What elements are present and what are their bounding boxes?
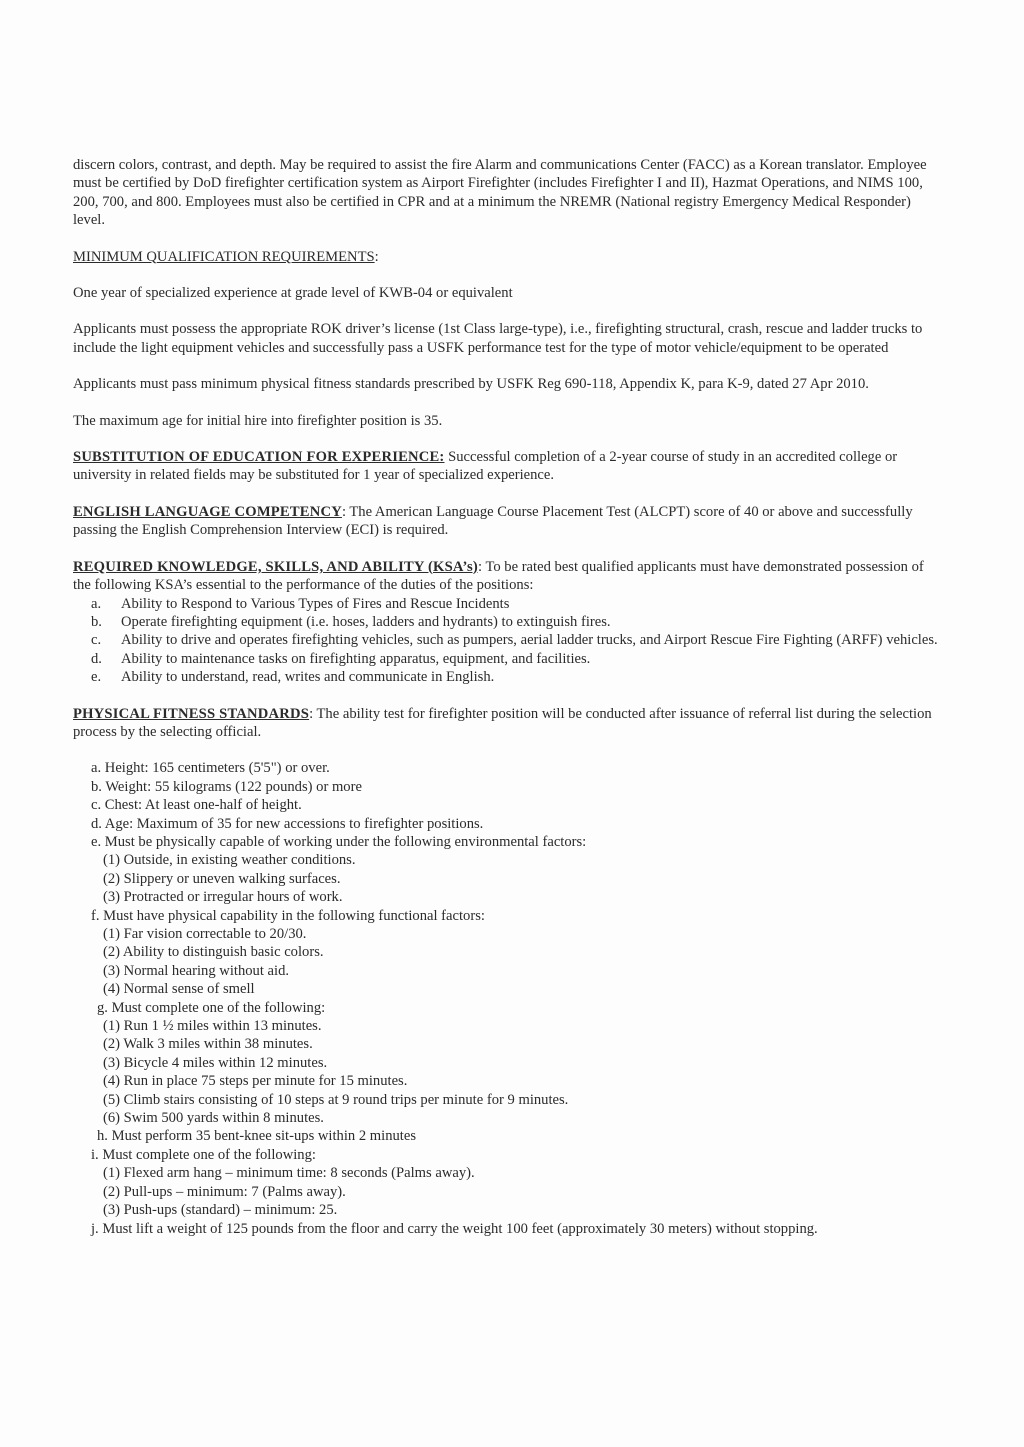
substitution-text: Successful completion of a 2-year course of study in an accredited college or university in related fields may be substituted for 1 year of specialized experience. (73, 449, 898, 484)
pfs-line: (3) Push-ups (standard) – minimum: 25. (103, 1202, 338, 1219)
list-marker: e. (91, 669, 102, 686)
document-body (73, 156, 943, 1238)
mqr-paragraph-4: The maximum age for initial hire into firefighter position is 35. (73, 412, 443, 429)
pfs-line: (2) Pull-ups – minimum: 7 (Palms away). (103, 1183, 346, 1200)
pfs-line: b. Weight: 55 kilograms (122 pounds) or more (91, 778, 362, 795)
pfs-line: (6) Swim 500 yards within 8 minutes. (103, 1110, 324, 1127)
intro-paragraph: discern colors, contrast, and depth. May be required to assist the fire Alarm and communications Center (FACC) as a Korean translator. Employee must be certified by DoD firefighter certification system as Airport Firefighter (includes Firefighter I and II), Hazmat Operations, and NIMS 100, 200, 700, and 800. Employees must also be certified in CPR and at a minimum the NREMR (National registry Emergency Medical Responder) level. (73, 157, 927, 229)
pfs-line: (3) Bicycle 4 miles within 12 minutes. (103, 1054, 328, 1071)
list-marker: c. (91, 632, 102, 649)
mqr-paragraph-1: One year of specialized experience at grade level of KWB-04 or equivalent (73, 285, 513, 302)
pfs-line: (2) Slippery or uneven walking surfaces. (103, 870, 341, 887)
mqr-section-title (73, 248, 943, 266)
pfs-line: f. Must have physical capability in the following functional factors: (91, 907, 485, 924)
list-item-text: Operate firefighting equipment (i.e. hoses, ladders and hydrants) to extinguish fires. (121, 613, 611, 630)
ksa-heading: REQUIRED KNOWLEDGE, SKILLS, AND ABILITY (KSA’s) (73, 558, 478, 575)
list-item (73, 650, 943, 668)
english-section (73, 503, 943, 540)
pfs-line: (1) Run 1 ½ miles within 13 minutes. (103, 1018, 322, 1035)
pfs-line: (1) Outside, in existing weather conditions. (103, 852, 356, 869)
pfs-text: : The ability test for firefighter position will be conducted after issuance of referral list during the selection process by the selecting official. (73, 705, 932, 740)
pfs-line: a. Height: 165 centimeters (5'5") or over. (91, 760, 330, 777)
pfs-line: h. Must perform 35 bent-knee sit-ups within 2 minutes (97, 1128, 416, 1145)
pfs-line: g. Must complete one of the following: (97, 999, 326, 1016)
list-item-text: Ability to understand, read, writes and communicate in English. (121, 669, 495, 686)
list-marker: d. (91, 650, 102, 667)
list-item-text: Ability to drive and operates firefighting vehicles, such as pumpers, aerial ladder trucks, and Airport Rescue Fire Fighting (ARFF) vehicles. (121, 632, 938, 649)
pfs-line: (4) Normal sense of smell (103, 981, 255, 998)
ksa-list (73, 595, 943, 687)
pfs-line: e. Must be physically capable of working under the following environmental factors: (91, 833, 587, 850)
mqr-paragraph-2: Applicants must possess the appropriate ROK driver’s license (1st Class large-type), i.e., firefighting structural, crash, rescue and ladder trucks to include the light equipment vehicles and successfully pass a USFK performance test for the type of motor vehicle/equipment to be operated (73, 321, 923, 356)
pfs-line: c. Chest: At least one-half of height. (91, 797, 302, 814)
pfs-line: i. Must complete one of the following: (91, 1146, 316, 1163)
pfs-line: (1) Far vision correctable to 20/30. (103, 926, 307, 942)
ksa-section (73, 558, 943, 595)
ksa-text: : To be rated best qualified applicants must have demonstrated possession of the following KSA’s essential to the performance of the duties of the positions: (73, 558, 924, 594)
pfs-heading: PHYSICAL FITNESS STANDARDS (73, 705, 310, 722)
pfs-line: (1) Flexed arm hang – minimum time: 8 seconds (Palms away). (103, 1165, 475, 1182)
pfs-list (73, 759, 943, 1238)
mqr-paragraph-3: Applicants must pass minimum physical fitness standards prescribed by USFK Reg 690-118, Appendix K, para K-9, dated 27 Apr 2010. (73, 376, 869, 393)
pfs-section (73, 705, 943, 742)
list-item (73, 595, 943, 613)
english-heading: ENGLISH LANGUAGE COMPETENCY (73, 503, 342, 520)
list-item (73, 631, 943, 649)
mqr-heading-colon: : (374, 248, 379, 265)
pfs-line: (3) Protracted or irregular hours of work. (103, 889, 343, 906)
pfs-line: j. Must lift a weight of 125 pounds from the floor and carry the weight 100 feet (approximately 30 meters) without stopping. (91, 1220, 818, 1237)
english-text: : The American Language Course Placement Test (ALCPT) score of 40 or above and successfully passing the English Comprehension Interview (ECI) is required. (73, 503, 913, 539)
list-marker: b. (91, 613, 102, 630)
substitution-section (73, 448, 943, 485)
list-marker: a. (91, 595, 102, 612)
pfs-line: (3) Normal hearing without aid. (103, 962, 290, 979)
list-item-text: Ability to maintenance tasks on firefighting apparatus, equipment, and facilities. (121, 650, 591, 667)
pfs-line: (5) Climb stairs consisting of 10 steps at 9 round trips per minute for 9 minutes. (103, 1091, 569, 1108)
substitution-heading: SUBSTITUTION OF EDUCATION FOR EXPERIENCE: (73, 449, 445, 466)
pfs-line: (2) Walk 3 miles within 38 minutes. (103, 1036, 313, 1053)
list-item (73, 668, 943, 686)
mqr-heading: MINIMUM QUALIFICATION REQUIREMENTS (73, 248, 375, 265)
pfs-line: d. Age: Maximum of 35 for new accessions to firefighter positions. (91, 815, 484, 832)
pfs-line: (4) Run in place 75 steps per minute for 15 minutes. (103, 1073, 408, 1090)
pfs-line: (2) Ability to distinguish basic colors. (103, 944, 324, 961)
list-item (73, 613, 943, 631)
list-item-text: Ability to Respond to Various Types of Fires and Rescue Incidents (121, 595, 510, 612)
